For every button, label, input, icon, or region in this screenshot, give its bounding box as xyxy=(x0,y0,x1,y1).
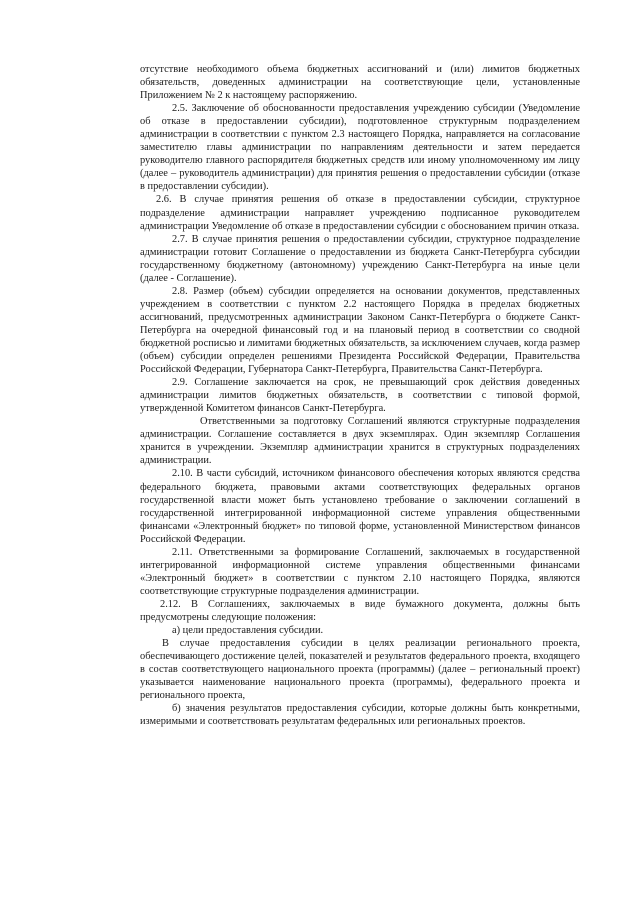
paragraph-2-6: 2.6. В случае принятия решения об отказе в предоставлении субсидии, структурное подразделение администрации направляет учреждению подписанное руководителем администрации Уведомление об отказе в предоставлении субсидии с обоснованием причин отказа. xyxy=(140,194,580,232)
paragraph-2-10: 2.10. В части субсидий, источником финансового обеспечения которых являются средства федерального бюджета, правовыми актами соответствующих федеральных органов государственной власти может быть установлено требование о заключении соглашений в государственной интегрированной информационной системе управления общественными финансами «Электронный бюджет» по типовой форме, установленной Министерством финансов Российской Федерации. xyxy=(140,468,580,545)
paragraph-responsible-parties: Ответственными за подготовку Соглашений являются структурные подразделения администрации. Соглашение составляется в двух экземплярах. Один экземпляр Соглашения хранится в учреждении. Экземпляр администрации хранится в структурных подразделениях администрации. xyxy=(140,416,580,467)
document-body xyxy=(140,63,580,728)
paragraph-budget-shortage: отсутствие необходимого объема бюджетных ассигнований и (или) лимитов бюджетных обязательств, доведенных администрации на соответствующие цели, установленные Приложением № 2 к настоящему распоряжению. xyxy=(140,64,580,102)
paragraph-2-11: 2.11. Ответственными за формирование Соглашений, заключаемых в государственной интегрированной информационной системе управления общественными финансами «Электронный бюджет» в соответствии с пунктом 2.10 настоящего Порядка, являются соответствующие структурные подразделения администрации. xyxy=(140,546,580,597)
paragraph-regional-project: В случае предоставления субсидии в целях реализации регионального проекта, обеспечивающего достижение целей, показателей и результатов федерального проекта, входящего в состав соответствующего национального проекта (программы) (далее – региональный проект) указывается наименование национального проекта (программы), федерального проекта и регионального проекта, xyxy=(140,638,580,702)
paragraph-2-5: 2.5. Заключение об обоснованности предоставления учреждению субсидии (Уведомление об отказе в предоставлении субсидии), подготовленное структурным подразделением администрации в соответствии с пунктом 2.3 настоящего Порядка, направляется на согласование заместителю главы администрации по направлениям деятельности и затем передается руководителю главного распорядителя бюджетных средств или иному уполномоченному им лицу (далее – руководитель администрации) для принятия решения о предоставлении субсидии (отказе в предоставлении субсидии). xyxy=(140,103,580,193)
paragraph-2-8: 2.8. Размер (объем) субсидии определяется на основании документов, представленных учреждением в соответствии с пунктом 2.2 настоящего Порядка в пределах бюджетных ассигнований, предусмотренных администрации Законом Санкт-Петербурга о бюджете Санкт-Петербурга на очередной финансовый год и на плановый период в соответствии со сводной бюджетной росписью и лимитами бюджетных обязательств, за исключением случаев, когда размер (объем) субсидии определен решениями Президента Российской Федерации, Правительства Российской Федерации, Губернатора Санкт-Петербурга, Правительства Санкт-Петербурга. xyxy=(140,285,580,376)
paragraph-item-b: б) значения результатов предоставления субсидии, которые должны быть конкретными, измеримыми и соответствовать результатам федеральных или региональных проектов. xyxy=(140,703,580,728)
paragraph-item-a: а) цели предоставления субсидии. xyxy=(172,625,324,637)
paragraph-2-9: 2.9. Соглашение заключается на срок, не превышающий срок действия доведенных администрации лимитов бюджетных обязательств, в соответствии с типовой формой, утвержденной Комитетом финансов Санкт-Петербурга. xyxy=(140,377,580,415)
paragraph-2-12: 2.12. В Соглашениях, заключаемых в виде бумажного документа, должны быть предусмотрены следующие положения: xyxy=(140,598,580,623)
paragraph-2-7: 2.7. В случае принятия решения о предоставлении субсидии, структурное подразделение администрации готовит Соглашение о предоставлении из бюджета Санкт-Петербурга субсидии государственному бюджетному (автономному) учреждению Санкт-Петербурга на иные цели (далее - Соглашение). xyxy=(140,233,580,284)
